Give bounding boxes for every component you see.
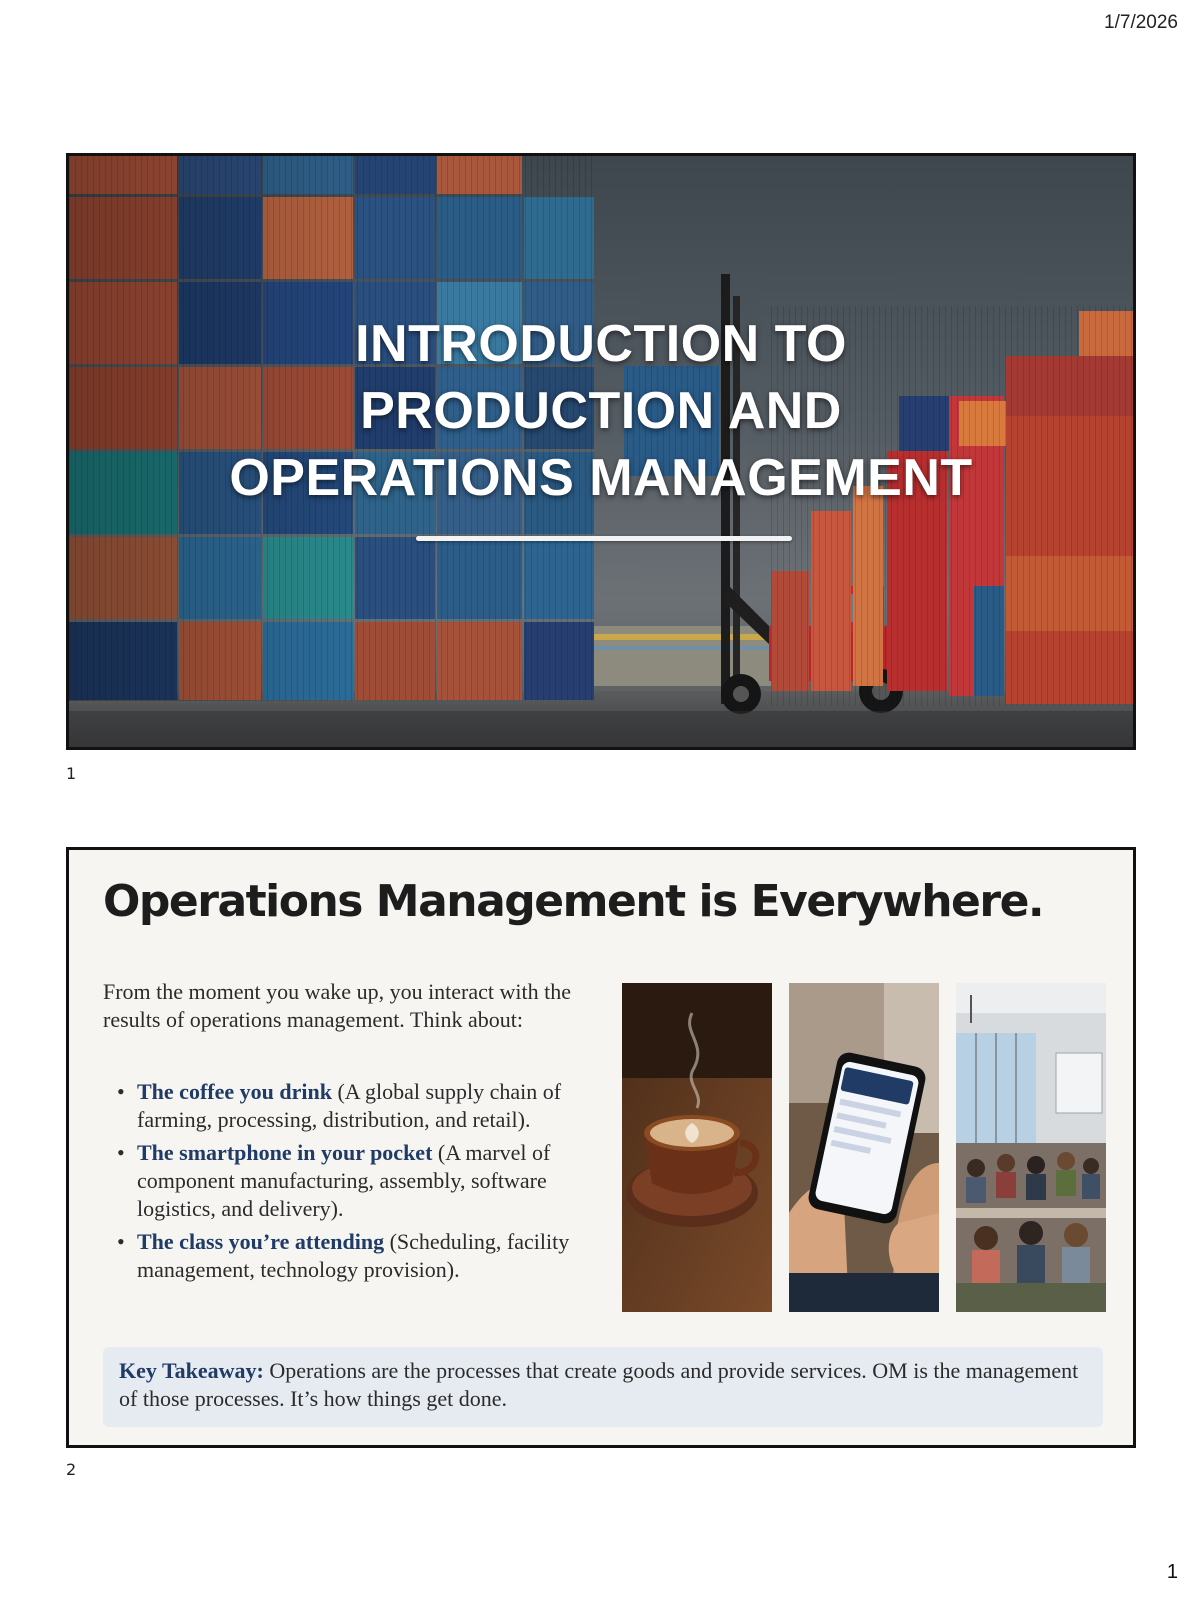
title-line-1: INTRODUCTION TO	[355, 315, 847, 373]
bullet-highlight: The class you’re attending	[137, 1229, 385, 1254]
bullet-class	[103, 1228, 583, 1284]
bullet-detail: (A global supply chain of farming, processing, distribution, and retail).	[137, 1079, 562, 1132]
classroom-photo	[956, 983, 1106, 1312]
bullet-dot: •	[117, 1079, 125, 1104]
slide-2-number: 2	[66, 1460, 77, 1479]
page-number: 1	[1166, 1561, 1178, 1583]
bullet-coffee	[103, 1078, 583, 1134]
bullet-smartphone	[103, 1139, 583, 1223]
slide-2	[66, 847, 1136, 1448]
smartphone-photo	[789, 983, 939, 1312]
slide-2-title: Operations Management is Everywhere.	[103, 876, 1044, 927]
title-underline	[416, 536, 792, 541]
bullet-detail: (Scheduling, facility management, technology provision).	[137, 1229, 570, 1282]
bullet-highlight: The smartphone in your pocket	[137, 1140, 433, 1165]
key-takeaway-box	[103, 1347, 1103, 1427]
print-date: 1/7/2026	[1104, 12, 1178, 33]
key-takeaway-text: Operations are the processes that create goods and provide services. OM is the management of those processes. It’s how things get done.	[119, 1358, 1079, 1411]
slide-1-number: 1	[66, 764, 77, 783]
bullet-dot: •	[117, 1140, 125, 1165]
slide-1	[66, 153, 1136, 750]
bullet-dot: •	[117, 1229, 125, 1254]
title-line-3: OPERATIONS MANAGEMENT	[229, 449, 973, 507]
key-takeaway-label: Key Takeaway:	[119, 1358, 264, 1383]
bullet-list	[103, 1078, 583, 1289]
coffee-cup-photo	[622, 983, 772, 1312]
title-line-2: PRODUCTION AND	[360, 382, 842, 440]
bullet-highlight: The coffee you drink	[137, 1079, 332, 1104]
slide-2-intro: From the moment you wake up, you interact with the results of operations management. Think about:	[103, 979, 572, 1032]
slide-1-title	[69, 311, 1133, 512]
bullet-detail: (A marvel of component manufacturing, assembly, software logistics, and delivery).	[137, 1140, 551, 1221]
